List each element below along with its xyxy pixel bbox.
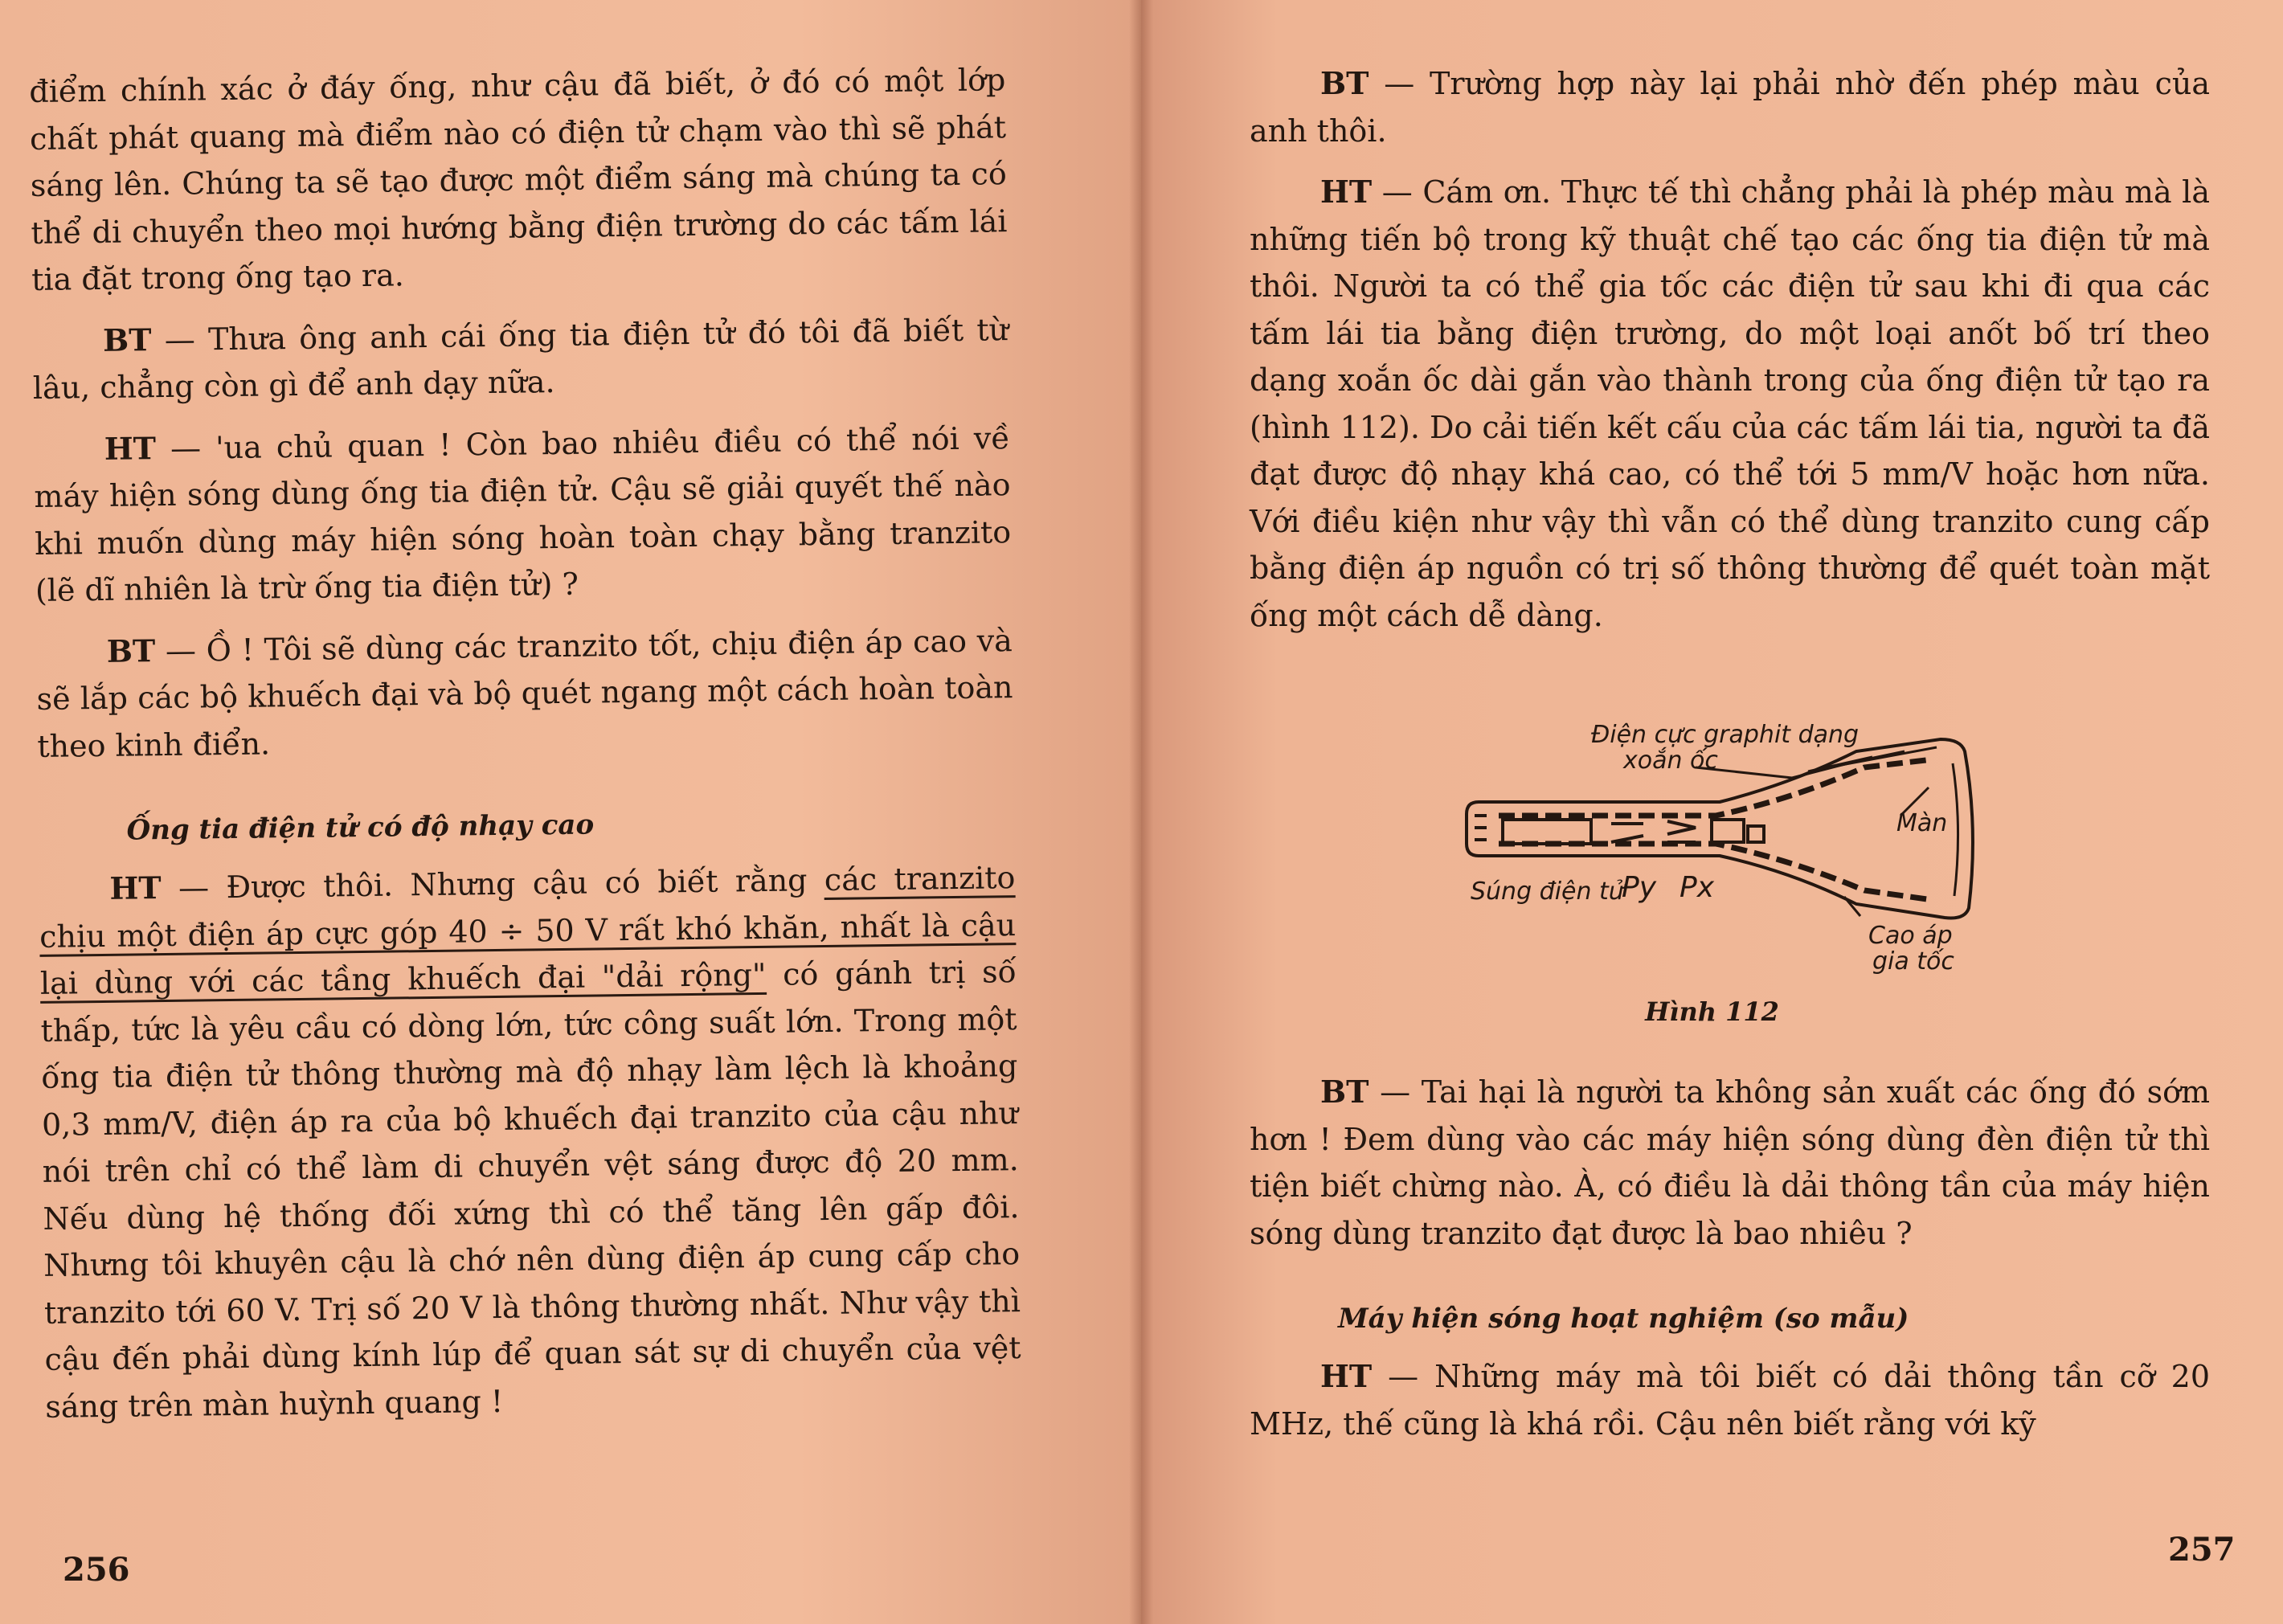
- label-electrode: Điện cực graphit dạng: [1591, 721, 1860, 749]
- right-page-text-lower: [1250, 1069, 2210, 1462]
- label-screen: Màn: [1896, 809, 1948, 837]
- right-page-text: [1250, 60, 2210, 653]
- paragraph-text: — Được thôi. Nhưng cậu có biết rằng: [161, 861, 825, 906]
- speaker-tag: BT: [102, 321, 152, 358]
- crt-tube-figure: [1438, 707, 2017, 1029]
- paragraph-text: — 'ua chủ quan ! Còn bao nhiêu điều có thể nói về máy hiện sóng dùng ống tia điện tử. Cậu sẽ giải quyết thế nào khi muốn dùng máy hiện sóng hoàn toàn chạy bằng tranzito (lẽ dĩ nhiên là trừ ống tia điện tử) ?: [34, 419, 1012, 608]
- paragraph-text: — Ồ ! Tôi sẽ dùng các tranzito tốt, chịu điện áp cao và sẽ lắp các bộ khuếch đại và bộ quét ngang một cách hoàn toàn theo kinh điển.: [36, 622, 1013, 764]
- section-heading: Máy hiện sóng hoạt nghiệm (so mẫu): [1338, 1303, 1909, 1335]
- crt-tube-drawing: [1438, 707, 2017, 1029]
- paragraph: [33, 415, 1012, 615]
- left-page: [0, 0, 1141, 1624]
- paragraph: [1250, 1353, 2210, 1447]
- label-electrode-2: xoắn ốc: [1623, 747, 1718, 775]
- leader-line: [1844, 897, 1860, 916]
- left-page-text: [29, 56, 1022, 1445]
- label-high-voltage-2: gia tốc: [1872, 947, 1954, 976]
- page-number: 257: [2168, 1531, 2236, 1569]
- paragraph: [1250, 60, 2210, 154]
- right-page: [1141, 0, 2283, 1624]
- speaker-tag: HT: [1320, 174, 1373, 210]
- paragraph-text: có gánh trị số thấp, tức là yêu cầu có dòng lớn, tức công suất lớn. Trong một ống tia điện tử thông thường mà độ nhạy làm lệch là khoảng 0,3 mm/V, điện áp ra của bộ khuếch đại tranzito của cậu như nói trên chỉ có thể làm di chuyển vệt sáng được độ 20 mm. Nếu dùng hệ thống đối xứng thì có thể tăng lên gấp đôi. Nhưng tôi khuyên cậu là chớ nên dùng điện áp cung cấp cho tranzito tới 60 V. Trị số 20 V là thông thường nhất. Như vậy thì cậu đến phải dùng kính lúp để quan sát sự di chuyển của vệt sáng trên màn huỳnh quang !: [40, 954, 1021, 1425]
- paragraph-text: điểm chính xác ở đáy ống, như cậu đã biết, ở đó có một lớp chất phát quang mà điểm nào có điện tử chạm vào thì sẽ phát sáng lên. Chúng ta sẽ tạo được một điểm sáng mà chúng ta có thể di chuyển theo mọi hướng bằng điện trường do các tấm lái tia đặt trong ống tạo ra.: [29, 62, 1008, 297]
- page-number: 256: [63, 1551, 130, 1589]
- speaker-tag: HT: [109, 869, 162, 906]
- speaker-tag: BT: [1320, 65, 1369, 101]
- paragraph: [29, 56, 1008, 303]
- speaker-tag: HT: [104, 429, 157, 467]
- speaker-tag: HT: [1320, 1358, 1373, 1394]
- paragraph-text: — Cám ơn. Thực tế thì chẳng phải là phép màu mà là những tiến bộ trong kỹ thuật chế tạo các ống tia điện tử mà thôi. Người ta có thể gia tốc các điện tử sau khi đi qua các tấm lái tia bằng điện trường, do một loại anốt bố trí theo dạng xoắn ốc dài gắn vào thành trong của ống điện tử tạo ra (hình 112). Do cải tiến kết cấu của các tấm lái tia, người ta đã đạt được độ nhạy khá cao, có thể tới 5 mm/V hoặc hơn nữa. Với điều kiện như vậy thì vẫn có thể dùng tranzito cung cấp bằng điện áp nguồn có trị số thông thường để quét toàn mặt ống một cách dễ dàng.: [1250, 174, 2210, 633]
- paragraph: [39, 854, 1021, 1430]
- deflection-plates-y: [1611, 824, 1643, 842]
- speaker-tag: BT: [1320, 1074, 1369, 1110]
- label-px: Px: [1680, 871, 1715, 904]
- deflection-plates-x: [1667, 821, 1696, 842]
- electron-gun: [1503, 820, 1591, 844]
- paragraph: [1250, 1069, 2210, 1257]
- figure-caption: Hình 112: [1645, 996, 1779, 1027]
- paragraph: [36, 617, 1014, 770]
- label-high-voltage: Cao áp: [1868, 922, 1953, 950]
- paragraph: [1250, 169, 2210, 639]
- book-gutter: [1129, 0, 1153, 1624]
- paragraph: [32, 306, 1009, 412]
- label-electron-gun: Súng điện tử: [1471, 877, 1624, 906]
- deflection-block-small: [1748, 826, 1764, 842]
- paragraph-text: — Tai hại là người ta không sản xuất các ống đó sớm hơn ! Đem dùng vào các máy hiện sóng dùng đèn điện tử thì tiện biết chừng nào. À, có điều là dải thông tần của máy hiện sóng dùng tranzito đạt được là bao nhiêu ?: [1250, 1074, 2210, 1251]
- paragraph-text: — Thưa ông anh cái ống tia điện tử đó tôi đã biết từ lâu, chẳng còn gì để anh dạy nữa.: [32, 311, 1009, 406]
- section-heading: Ống tia điện tử có độ nhạy cao: [126, 808, 595, 847]
- speaker-tag: BT: [106, 632, 156, 669]
- underlined-text: các tranzito chịu một điện áp cực góp 40 ÷ 50 V rất khó khăn, nhất là cậu lại dùng với các tầng khuếch đại "dải rộng": [39, 860, 1016, 1004]
- paragraph-text: — Trường hợp này lại phải nhờ đến phép màu của anh thôi.: [1250, 66, 2210, 149]
- screen-face: [1953, 763, 1958, 896]
- paragraph-text: — Những máy mà tôi biết có dải thông tần cỡ 20 MHz, thế cũng là khá rồi. Cậu nên biết rằng với kỹ: [1250, 1359, 2210, 1442]
- deflection-block: [1712, 820, 1744, 842]
- label-py: Py: [1622, 871, 1657, 904]
